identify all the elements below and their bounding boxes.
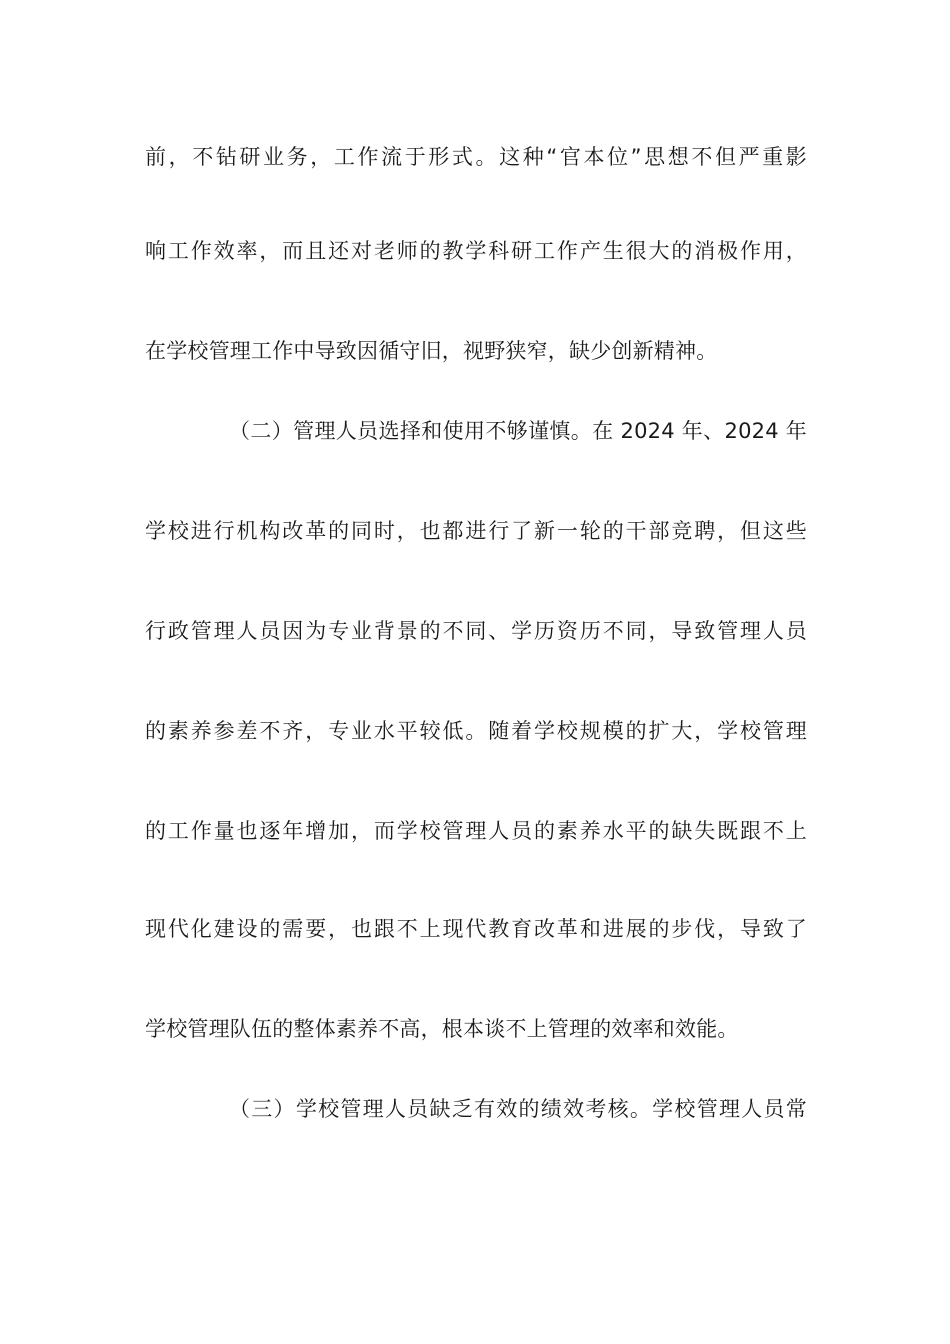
paragraph-line: 的素养参差不齐，专业水平较低。随着学校规模的扩大，学校管理	[145, 719, 807, 743]
paragraph-line: 行政管理人员因为专业背景的不同、学历资历不同，导致管理人员	[145, 619, 807, 643]
paragraph-line: 学校进行机构改革的同时，也都进行了新一轮的干部竞聘，但这些	[145, 519, 807, 543]
paragraph-line: 响工作效率，而且还对老师的教学科研工作产生很大的消极作用，	[145, 239, 807, 263]
paragraph-line: 的工作量也逐年增加，而学校管理人员的素养水平的缺失既跟不上	[145, 819, 807, 843]
paragraph-line: 前，不钻研业务，工作流于形式。这种“官本位”思想不但严重影	[145, 145, 807, 169]
paragraph-line: 学校管理队伍的整体素养不高，根本谈不上管理的效率和效能。	[145, 1017, 739, 1041]
paragraph-line: 现代化建设的需要，也跟不上现代教育改革和进展的步伐，导致了	[145, 917, 807, 941]
paragraph-line: 在学校管理工作中导致因循守旧，视野狭窄，缺少创新精神。	[145, 339, 718, 363]
section-heading-line: （三）学校管理人员缺乏有效的绩效考核。学校管理人员常	[229, 1097, 807, 1121]
section-heading-line: （二）管理人员选择和使用不够谨慎。在 2024 年、2024 年	[229, 419, 807, 443]
